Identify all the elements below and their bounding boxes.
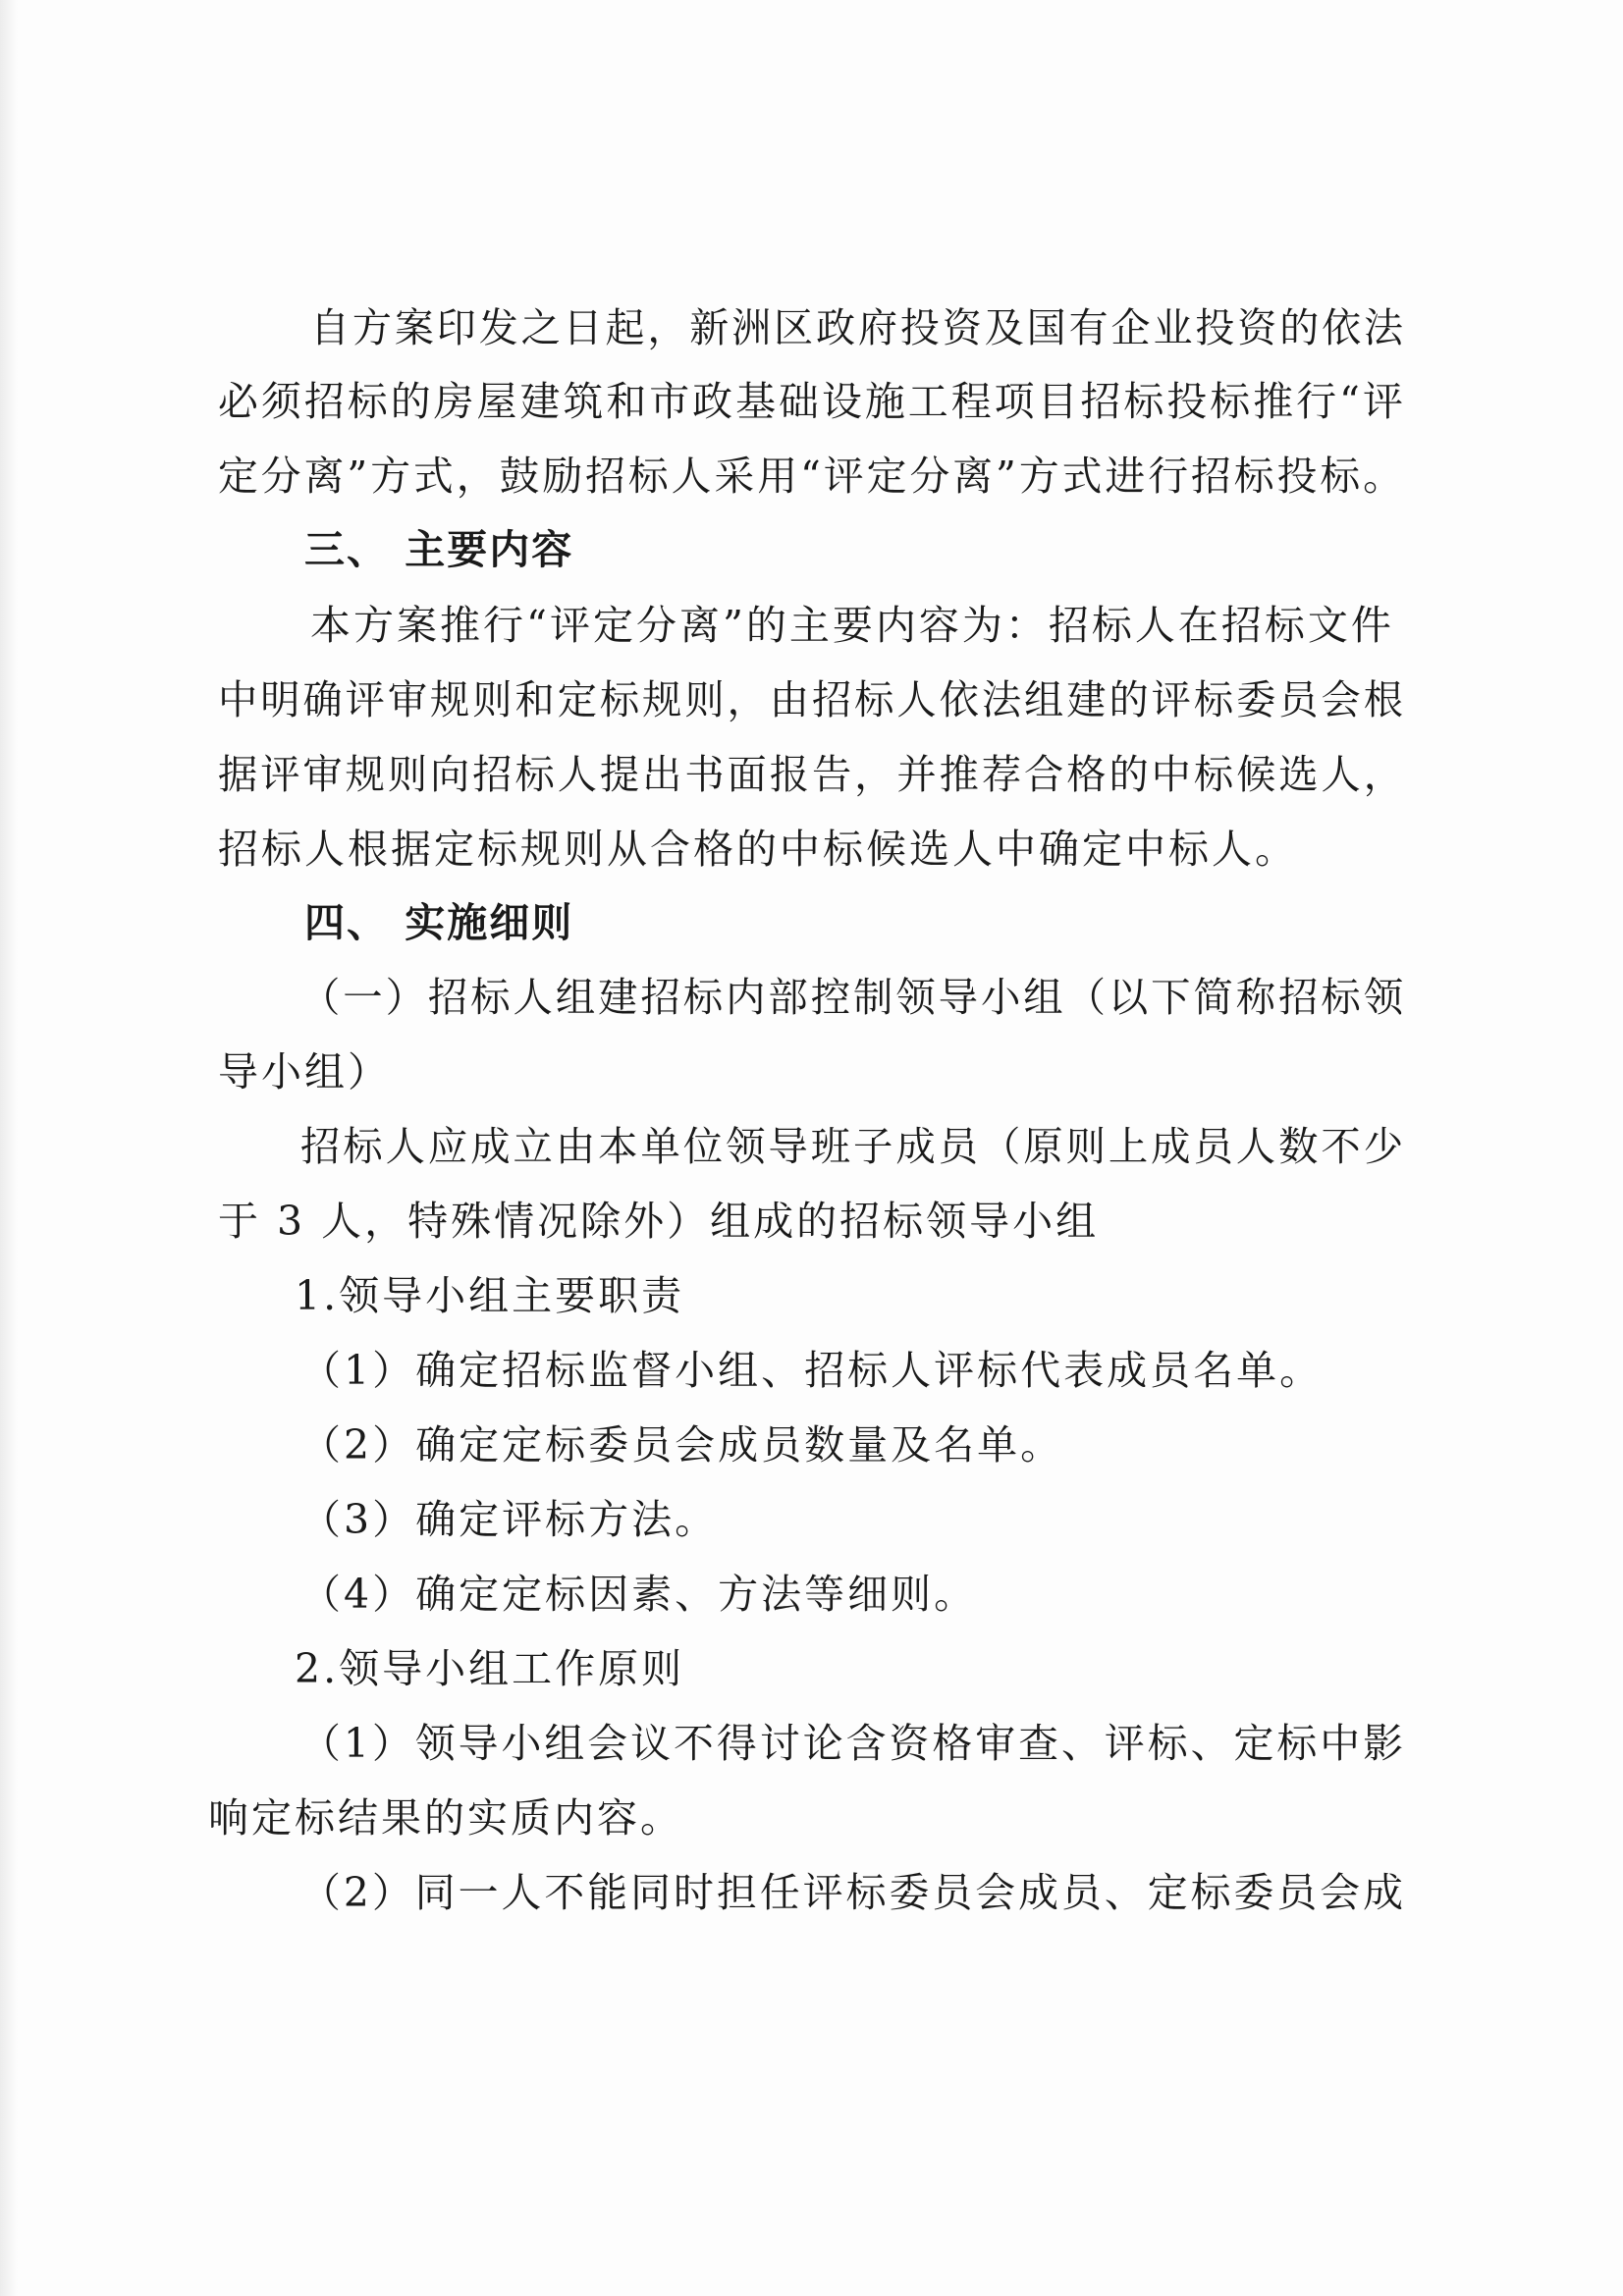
heading-text: 三、 主要内容 xyxy=(304,526,574,573)
paragraph-line xyxy=(0,670,1623,729)
text-line: 于 3 人，特殊情况除外）组成的招标领导小组 xyxy=(218,1198,1100,1245)
paragraph-line xyxy=(0,1117,1623,1176)
text-line: 招标人根据定标规则从合格的中标候选人中确定中标人。 xyxy=(218,826,1298,873)
list-item xyxy=(0,1863,1623,1922)
text-line: 中明确评审规则和定标规则，由招标人依法组建的评标委员会根 xyxy=(218,676,1406,723)
paragraph-line xyxy=(0,820,1623,879)
paragraph-line xyxy=(0,1192,1623,1251)
text-line: （1）领导小组会议不得讨论含资格审查、评标、定标中影 xyxy=(300,1720,1407,1767)
text-line: 自方案印发之日起，新洲区政府投资及国有企业投资的依法 xyxy=(310,304,1406,351)
list-item xyxy=(0,1565,1623,1624)
text-line: 定分离”方式，鼓励招标人采用“评定分离”方式进行招标投标。 xyxy=(218,453,1406,500)
text-line: （4）确定定标因素、方法等细则。 xyxy=(300,1571,978,1618)
text-line: （1）确定招标监督小组、招标人评标代表成员名单。 xyxy=(300,1347,1324,1394)
list-item xyxy=(0,1490,1623,1549)
text-line: （2）确定定标委员会成员数量及名单。 xyxy=(300,1421,1064,1468)
list-heading xyxy=(0,1266,1623,1325)
paragraph-line xyxy=(0,372,1623,431)
paragraph-line xyxy=(0,447,1623,506)
text-line: 导小组） xyxy=(218,1048,391,1095)
paragraph-line xyxy=(0,596,1623,655)
paragraph-line xyxy=(0,1789,1623,1847)
text-line: 1.领导小组主要职责 xyxy=(295,1272,685,1319)
paragraph-line xyxy=(0,968,1623,1027)
paragraph-line xyxy=(0,745,1623,804)
paragraph-line xyxy=(0,1042,1623,1101)
heading-text: 四、 实施细则 xyxy=(304,899,574,946)
list-item xyxy=(0,1415,1623,1474)
text-line: 本方案推行“评定分离”的主要内容为：招标人在招标文件 xyxy=(310,602,1394,649)
text-line: 2.领导小组工作原则 xyxy=(295,1645,685,1692)
text-line: （一）招标人组建招标内部控制领导小组（以下简称招标领 xyxy=(300,974,1407,1021)
paragraph-line xyxy=(0,298,1623,357)
list-heading xyxy=(0,1639,1623,1698)
text-line: 招标人应成立由本单位领导班子成员（原则上成员人数不少 xyxy=(300,1123,1407,1170)
text-line: 必须招标的房屋建筑和市政基础设施工程项目招标投标推行“评 xyxy=(218,378,1406,425)
section-heading xyxy=(0,520,1623,579)
text-line: 据评审规则向招标人提出书面报告，并推荐合格的中标候选人， xyxy=(218,751,1406,798)
text-line: （2）同一人不能同时担任评标委员会成员、定标委员会成 xyxy=(300,1869,1407,1916)
section-heading xyxy=(0,893,1623,952)
text-line: （3）确定评标方法。 xyxy=(300,1496,719,1543)
list-item xyxy=(0,1341,1623,1400)
list-item xyxy=(0,1714,1623,1773)
text-line: 响定标结果的实质内容。 xyxy=(208,1794,683,1842)
